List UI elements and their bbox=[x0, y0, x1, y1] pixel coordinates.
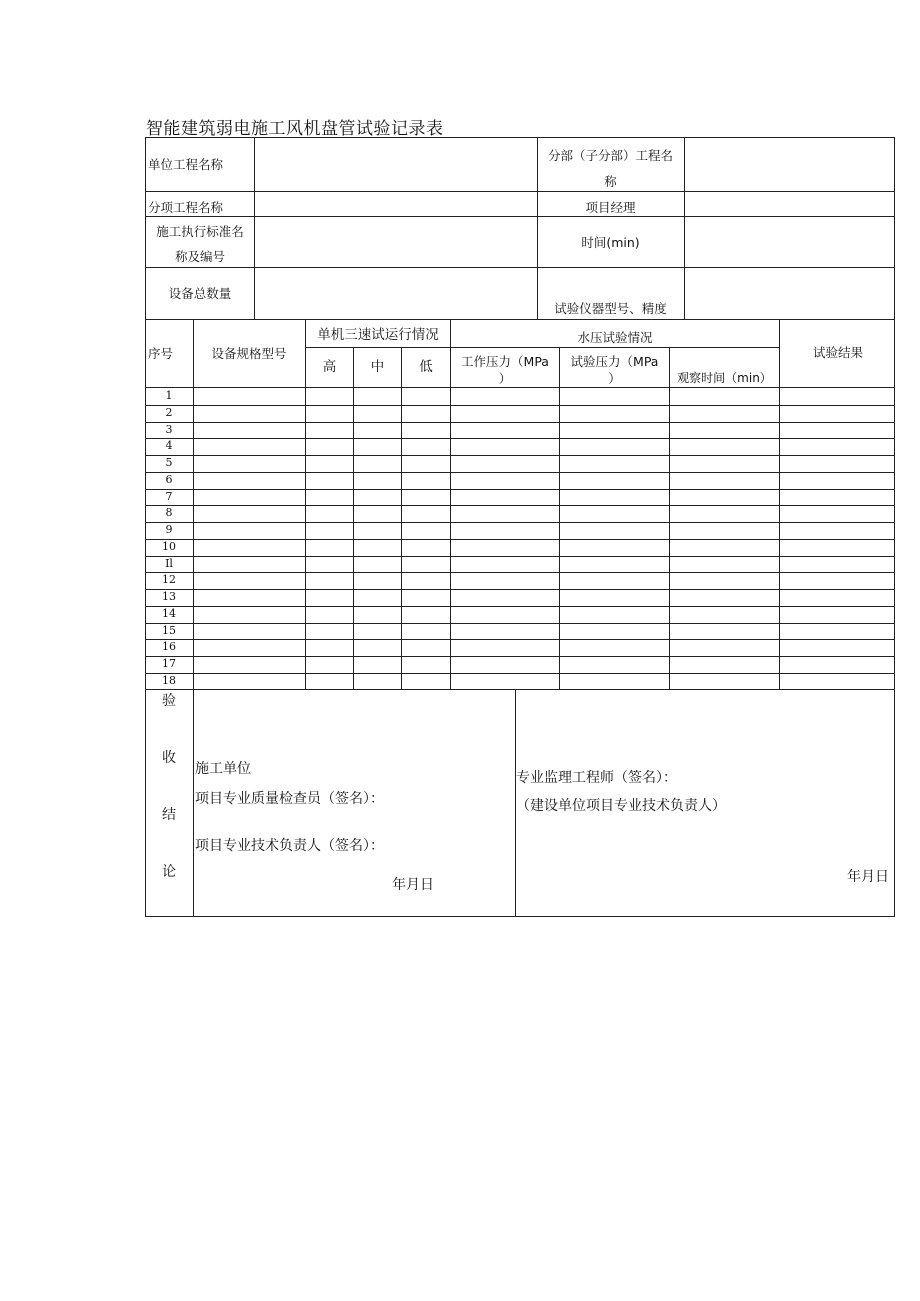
conclusion-label-char: 收 bbox=[162, 750, 176, 766]
speed-low-cell[interactable] bbox=[402, 505, 449, 521]
spec-model-cell[interactable] bbox=[194, 589, 304, 605]
test-pressure-cell[interactable] bbox=[560, 489, 668, 505]
speed-high-cell[interactable] bbox=[306, 623, 352, 639]
speed-high-cell[interactable] bbox=[306, 606, 352, 622]
row-number: 16 bbox=[162, 640, 176, 654]
speed-mid-cell[interactable] bbox=[354, 388, 400, 404]
speed-high-cell[interactable] bbox=[306, 539, 352, 555]
speed-mid-cell[interactable] bbox=[354, 656, 400, 672]
spec-model-cell[interactable] bbox=[194, 539, 304, 555]
speed-low-cell[interactable] bbox=[402, 656, 449, 672]
spec-model-cell[interactable] bbox=[194, 606, 304, 622]
row-number: 15 bbox=[162, 623, 176, 637]
row-number: 13 bbox=[162, 590, 176, 603]
observe-time-cell[interactable] bbox=[670, 405, 778, 421]
speed-low-cell[interactable] bbox=[402, 623, 449, 639]
work-pressure-cell[interactable] bbox=[451, 405, 558, 421]
quality-inspector-signature[interactable]: 项目专业质量检查员（签名）： bbox=[195, 791, 384, 807]
table-row bbox=[146, 505, 894, 522]
speed-mid-cell[interactable] bbox=[354, 623, 400, 639]
row-number: 18 bbox=[162, 673, 176, 687]
table-row bbox=[146, 572, 894, 589]
form-title: 智能建筑弱电施工风机盘管试验记录表 bbox=[146, 119, 444, 139]
col-three-speed: 单机三速试运行情况 bbox=[317, 327, 439, 343]
sub-item-label: 分项工程名称 bbox=[148, 200, 224, 215]
test-pressure-cell[interactable] bbox=[560, 539, 668, 555]
supervisor-signature[interactable]: 专业监理工程师（签名）： bbox=[516, 770, 677, 786]
observe-time-cell[interactable] bbox=[670, 455, 778, 471]
project-manager-value[interactable] bbox=[688, 199, 888, 216]
row-number: Il bbox=[165, 556, 173, 570]
speed-high-cell[interactable] bbox=[306, 556, 352, 572]
speed-low-cell[interactable] bbox=[402, 673, 449, 689]
speed-mid-cell[interactable] bbox=[354, 472, 400, 488]
speed-mid-cell[interactable] bbox=[354, 639, 400, 655]
speed-high-cell[interactable] bbox=[306, 422, 352, 438]
speed-low-cell[interactable] bbox=[402, 455, 449, 471]
table-row bbox=[146, 472, 894, 489]
col-hydro: 水压试验情况 bbox=[577, 330, 653, 345]
speed-high-cell[interactable] bbox=[306, 572, 352, 588]
speed-mid-cell[interactable] bbox=[354, 572, 400, 588]
conclusion-label-char: 论 bbox=[162, 864, 176, 880]
speed-low-cell[interactable] bbox=[402, 405, 449, 421]
spec-model-cell[interactable] bbox=[194, 572, 304, 588]
date-right[interactable]: 年月日 bbox=[847, 869, 889, 885]
col-seq: 序号 bbox=[148, 346, 174, 361]
work-pressure-cell[interactable] bbox=[451, 623, 558, 639]
row-number: 17 bbox=[162, 657, 176, 670]
observe-time-cell[interactable] bbox=[670, 472, 778, 488]
work-pressure-cell[interactable] bbox=[451, 505, 558, 521]
col-test-pressure: 试验压力（MPa ） bbox=[570, 354, 659, 386]
result-cell[interactable] bbox=[780, 639, 895, 655]
speed-high-cell[interactable] bbox=[306, 656, 352, 672]
work-pressure-cell[interactable] bbox=[451, 656, 558, 672]
work-pressure-cell[interactable] bbox=[451, 388, 558, 404]
result-cell[interactable] bbox=[780, 472, 895, 488]
unit-project-label: 单位工程名称 bbox=[148, 157, 224, 172]
test-pressure-cell[interactable] bbox=[560, 673, 668, 689]
conclusion-section bbox=[145, 689, 895, 917]
instrument-label: 试验仪器型号、精度 bbox=[554, 301, 667, 316]
col-work-pressure: 工作压力（MPa ） bbox=[461, 354, 549, 386]
test-pressure-cell[interactable] bbox=[560, 606, 668, 622]
standard-label: 施工执行标准名 称及编号 bbox=[156, 224, 244, 264]
result-cell[interactable] bbox=[780, 522, 895, 538]
speed-high-cell[interactable] bbox=[306, 589, 352, 605]
test-pressure-cell[interactable] bbox=[560, 639, 668, 655]
test-pressure-cell[interactable] bbox=[560, 422, 668, 438]
speed-low-cell[interactable] bbox=[402, 606, 449, 622]
observe-time-cell[interactable] bbox=[670, 589, 778, 605]
table-row bbox=[146, 438, 894, 455]
work-pressure-cell[interactable] bbox=[451, 489, 558, 505]
table-row bbox=[146, 556, 894, 573]
test-pressure-cell[interactable] bbox=[560, 522, 668, 538]
result-cell[interactable] bbox=[780, 422, 895, 438]
unit-project-value[interactable] bbox=[258, 156, 533, 173]
speed-mid-cell[interactable] bbox=[354, 405, 400, 421]
speed-low-cell[interactable] bbox=[402, 388, 449, 404]
work-pressure-cell[interactable] bbox=[451, 572, 558, 588]
table-row bbox=[146, 388, 894, 405]
observe-time-cell[interactable] bbox=[670, 505, 778, 521]
col-speed-low: 低 bbox=[419, 359, 433, 375]
tech-lead-signature[interactable]: 项目专业技术负责人（签名）： bbox=[195, 838, 384, 854]
spec-model-cell[interactable] bbox=[194, 505, 304, 521]
spec-model-cell[interactable] bbox=[194, 405, 304, 421]
test-pressure-cell[interactable] bbox=[560, 589, 668, 605]
test-pressure-cell[interactable] bbox=[560, 505, 668, 521]
result-cell[interactable] bbox=[780, 606, 895, 622]
speed-high-cell[interactable] bbox=[306, 405, 352, 421]
time-label: 时间(min) bbox=[581, 235, 640, 250]
work-pressure-cell[interactable] bbox=[451, 422, 558, 438]
speed-high-cell[interactable] bbox=[306, 639, 352, 655]
speed-low-cell[interactable] bbox=[402, 472, 449, 488]
standard-value[interactable] bbox=[258, 234, 533, 251]
speed-mid-cell[interactable] bbox=[354, 489, 400, 505]
col-spec-model: 设备规格型号 bbox=[211, 346, 287, 361]
speed-high-cell[interactable] bbox=[306, 472, 352, 488]
table-row bbox=[146, 539, 894, 556]
result-cell[interactable] bbox=[780, 388, 895, 404]
observe-time-cell[interactable] bbox=[670, 489, 778, 505]
speed-mid-cell[interactable] bbox=[354, 606, 400, 622]
spec-model-cell[interactable] bbox=[194, 422, 304, 438]
spec-model-cell[interactable] bbox=[194, 623, 304, 639]
observe-time-cell[interactable] bbox=[670, 438, 778, 454]
result-cell[interactable] bbox=[780, 489, 895, 505]
test-pressure-cell[interactable] bbox=[560, 472, 668, 488]
speed-low-cell[interactable] bbox=[402, 539, 449, 555]
table-row bbox=[146, 455, 894, 472]
test-pressure-cell[interactable] bbox=[560, 572, 668, 588]
col-result: 试验结果 bbox=[812, 345, 863, 360]
spec-model-cell[interactable] bbox=[194, 472, 304, 488]
speed-mid-cell[interactable] bbox=[354, 673, 400, 689]
work-pressure-cell[interactable] bbox=[451, 589, 558, 605]
instrument-value[interactable] bbox=[688, 285, 888, 302]
equipment-total-value[interactable] bbox=[258, 285, 533, 302]
row-number: 14 bbox=[162, 606, 176, 620]
table-row bbox=[146, 606, 894, 623]
result-cell[interactable] bbox=[780, 572, 895, 588]
spec-model-cell[interactable] bbox=[194, 455, 304, 471]
test-pressure-cell[interactable] bbox=[560, 438, 668, 454]
row-number: 2 bbox=[165, 405, 173, 419]
date-left[interactable]: 年月日 bbox=[392, 877, 434, 893]
col-observe-time: 观察时间（min） bbox=[677, 371, 772, 385]
speed-mid-cell[interactable] bbox=[354, 556, 400, 572]
conclusion-label-char: 验 bbox=[162, 693, 176, 709]
col-speed-high: 高 bbox=[322, 359, 337, 375]
result-cell[interactable] bbox=[780, 673, 895, 689]
table-row bbox=[146, 639, 894, 656]
result-cell[interactable] bbox=[780, 438, 895, 454]
row-number: 9 bbox=[165, 523, 173, 536]
row-number: 4 bbox=[165, 439, 173, 453]
result-cell[interactable] bbox=[780, 656, 895, 672]
observe-time-cell[interactable] bbox=[670, 656, 778, 672]
table-row bbox=[146, 405, 894, 422]
time-value[interactable] bbox=[688, 234, 888, 251]
equipment-total-label: 设备总数量 bbox=[168, 286, 232, 301]
work-pressure-cell[interactable] bbox=[451, 606, 558, 622]
conclusion-label-char: 结 bbox=[162, 807, 176, 823]
table-row bbox=[146, 589, 894, 606]
row-number: 1 bbox=[165, 389, 173, 402]
speed-high-cell[interactable] bbox=[306, 388, 352, 404]
row-number: 3 bbox=[165, 422, 173, 436]
work-pressure-cell[interactable] bbox=[451, 556, 558, 572]
spec-model-cell[interactable] bbox=[194, 489, 304, 505]
col-speed-mid: 中 bbox=[370, 359, 385, 375]
row-number: 7 bbox=[165, 489, 173, 503]
observe-time-cell[interactable] bbox=[670, 522, 778, 538]
speed-high-cell[interactable] bbox=[306, 455, 352, 471]
speed-high-cell[interactable] bbox=[306, 673, 352, 689]
sub-item-value[interactable] bbox=[258, 199, 533, 216]
result-cell[interactable] bbox=[780, 556, 895, 572]
observe-time-cell[interactable] bbox=[670, 388, 778, 404]
spec-model-cell[interactable] bbox=[194, 673, 304, 689]
observe-time-cell[interactable] bbox=[670, 572, 778, 588]
speed-mid-cell[interactable] bbox=[354, 438, 400, 454]
work-pressure-cell[interactable] bbox=[451, 639, 558, 655]
speed-low-cell[interactable] bbox=[402, 639, 449, 655]
spec-model-cell[interactable] bbox=[194, 438, 304, 454]
sub-division-value[interactable] bbox=[688, 156, 888, 173]
spec-model-cell[interactable] bbox=[194, 522, 304, 538]
result-cell[interactable] bbox=[780, 589, 895, 605]
project-manager-label: 项目经理 bbox=[585, 200, 636, 215]
construction-unit-label: 施工单位 bbox=[195, 761, 251, 777]
speed-mid-cell[interactable] bbox=[354, 505, 400, 521]
test-pressure-cell[interactable] bbox=[560, 623, 668, 639]
speed-mid-cell[interactable] bbox=[354, 539, 400, 555]
result-cell[interactable] bbox=[780, 539, 895, 555]
row-number: 6 bbox=[165, 472, 173, 486]
observe-time-cell[interactable] bbox=[670, 673, 778, 689]
owner-tech-lead-label: （建设单位项目专业技术负责人） bbox=[516, 798, 726, 814]
speed-low-cell[interactable] bbox=[402, 422, 449, 438]
work-pressure-cell[interactable] bbox=[451, 455, 558, 471]
table-row bbox=[146, 522, 894, 539]
row-number: 8 bbox=[165, 506, 173, 520]
speed-low-cell[interactable] bbox=[402, 522, 449, 538]
grid-rows bbox=[146, 388, 894, 689]
result-cell[interactable] bbox=[780, 455, 895, 471]
header-table bbox=[145, 137, 895, 320]
result-cell[interactable] bbox=[780, 405, 895, 421]
row-number: 10 bbox=[162, 539, 176, 553]
result-cell[interactable] bbox=[780, 623, 895, 639]
spec-model-cell[interactable] bbox=[194, 556, 304, 572]
speed-low-cell[interactable] bbox=[402, 489, 449, 505]
speed-low-cell[interactable] bbox=[402, 438, 449, 454]
table-row bbox=[146, 623, 894, 640]
work-pressure-cell[interactable] bbox=[451, 522, 558, 538]
spec-model-cell[interactable] bbox=[194, 388, 304, 404]
work-pressure-cell[interactable] bbox=[451, 438, 558, 454]
speed-mid-cell[interactable] bbox=[354, 455, 400, 471]
table-row bbox=[146, 422, 894, 439]
work-pressure-cell[interactable] bbox=[451, 673, 558, 689]
speed-mid-cell[interactable] bbox=[354, 422, 400, 438]
test-pressure-cell[interactable] bbox=[560, 405, 668, 421]
row-number: 12 bbox=[162, 573, 176, 587]
speed-high-cell[interactable] bbox=[306, 522, 352, 538]
result-cell[interactable] bbox=[780, 505, 895, 521]
test-pressure-cell[interactable] bbox=[560, 388, 668, 404]
observe-time-cell[interactable] bbox=[670, 556, 778, 572]
observe-time-cell[interactable] bbox=[670, 422, 778, 438]
speed-mid-cell[interactable] bbox=[354, 522, 400, 538]
speed-high-cell[interactable] bbox=[306, 438, 352, 454]
observe-time-cell[interactable] bbox=[670, 606, 778, 622]
test-pressure-cell[interactable] bbox=[560, 455, 668, 471]
work-pressure-cell[interactable] bbox=[451, 472, 558, 488]
spec-model-cell[interactable] bbox=[194, 656, 304, 672]
table-row bbox=[146, 656, 894, 673]
table-row bbox=[146, 673, 894, 690]
speed-high-cell[interactable] bbox=[306, 489, 352, 505]
speed-mid-cell[interactable] bbox=[354, 589, 400, 605]
speed-low-cell[interactable] bbox=[402, 556, 449, 572]
spec-model-cell[interactable] bbox=[194, 639, 304, 655]
work-pressure-cell[interactable] bbox=[451, 539, 558, 555]
table-row bbox=[146, 489, 894, 506]
observe-time-cell[interactable] bbox=[670, 639, 778, 655]
data-grid bbox=[145, 319, 895, 690]
row-number: 5 bbox=[165, 456, 173, 469]
test-pressure-cell[interactable] bbox=[560, 656, 668, 672]
speed-low-cell[interactable] bbox=[402, 589, 449, 605]
sub-division-label: 分部（子分部）工程名 称 bbox=[547, 148, 673, 189]
observe-time-cell[interactable] bbox=[670, 539, 778, 555]
speed-high-cell[interactable] bbox=[306, 505, 352, 521]
speed-low-cell[interactable] bbox=[402, 572, 449, 588]
test-pressure-cell[interactable] bbox=[560, 556, 668, 572]
observe-time-cell[interactable] bbox=[670, 623, 778, 639]
